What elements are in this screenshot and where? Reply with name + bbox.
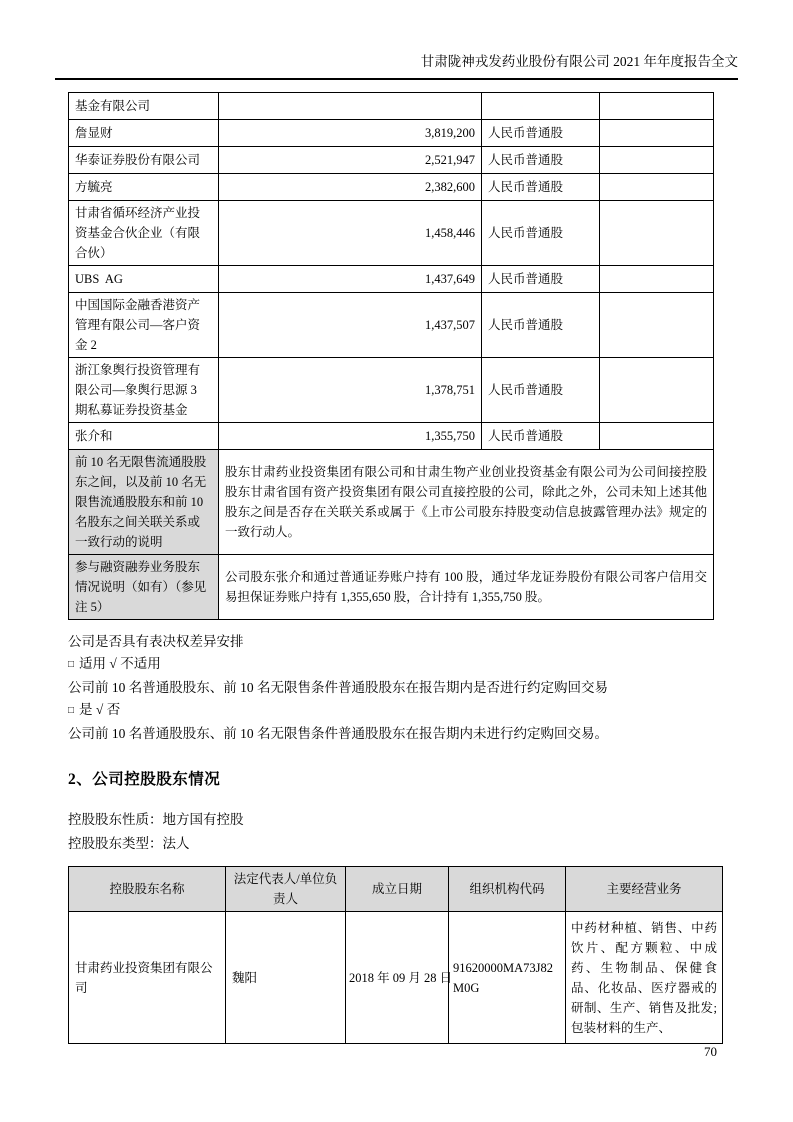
shares-count-cell xyxy=(219,93,482,120)
remark-cell xyxy=(600,423,714,450)
table-row xyxy=(69,147,714,174)
checkbox-icon: □ xyxy=(68,705,75,716)
table-row xyxy=(69,174,714,201)
remark-cell xyxy=(600,174,714,201)
remark-cell xyxy=(600,201,714,266)
page-number: 70 xyxy=(704,1044,717,1059)
shareholder-name-cell: 詹显财 xyxy=(69,120,219,147)
share-class-cell: 人民币普通股 xyxy=(482,266,600,293)
table-row xyxy=(69,120,714,147)
share-class-cell: 人民币普通股 xyxy=(482,358,600,423)
related-party-note-label: 前 10 名无限售流通股股东之间，以及前 10 名无限售流通股股东和前 10 名股东之间关联关系或一致行动的说明 xyxy=(69,450,219,555)
establish-date: 2018 年 09 月 28 日 xyxy=(346,912,449,1044)
share-class-cell: 人民币普通股 xyxy=(482,201,600,266)
table-row xyxy=(69,358,714,423)
repurchase-answer xyxy=(68,702,738,720)
section-heading: 2、公司控股股东情况 xyxy=(68,771,221,788)
margin-trading-note-text: 公司股东张介和通过普通证券账户持有 100 股，通过华龙证券股份有限公司客户信用交易担保证券账户持有 1,355,650 股，合计持有 1,355,750 股。 xyxy=(219,555,714,620)
remark-cell xyxy=(600,93,714,120)
remark-cell xyxy=(600,266,714,293)
legal-representative: 魏阳 xyxy=(226,912,346,1044)
share-class-cell: 人民币普通股 xyxy=(482,423,600,450)
table-row xyxy=(69,201,714,266)
shares-count-cell: 3,819,200 xyxy=(219,120,482,147)
share-class-cell xyxy=(482,93,600,120)
controlling-shareholder-type: 控股股东类型：法人 xyxy=(68,836,190,851)
shareholder-name-cell: 中国国际金融香港资产管理有限公司—客户资金 2 xyxy=(69,293,219,358)
voting-rights-question: 公司是否具有表决权差异安排 xyxy=(68,634,244,649)
remark-cell xyxy=(600,358,714,423)
shares-count-cell: 1,437,649 xyxy=(219,266,482,293)
shares-count-cell: 2,521,947 xyxy=(219,147,482,174)
voting-answer-text: 适用 √ 不适用 xyxy=(79,656,161,671)
table-row xyxy=(69,423,714,450)
header-org-code: 组织机构代码 xyxy=(449,867,566,912)
controlling-shareholder-name: 甘肃药业投资集团有限公司 xyxy=(69,912,226,1044)
share-class-cell: 人民币普通股 xyxy=(482,174,600,201)
page-content xyxy=(55,92,738,1044)
remark-cell xyxy=(600,147,714,174)
header-shareholder-name: 控股股东名称 xyxy=(69,867,226,912)
controlling-shareholder-table xyxy=(68,866,723,1044)
share-class-cell: 人民币普通股 xyxy=(482,120,600,147)
share-class-cell: 人民币普通股 xyxy=(482,293,600,358)
table-row xyxy=(69,912,723,1044)
top-shareholders-table xyxy=(68,92,714,620)
table-header-row xyxy=(69,867,723,912)
shareholder-name-cell: 方毓亮 xyxy=(69,174,219,201)
shareholder-name-cell: 张介和 xyxy=(69,423,219,450)
remark-cell xyxy=(600,293,714,358)
shareholder-name-cell: 甘肃省循环经济产业投资基金合伙企业（有限合伙） xyxy=(69,201,219,266)
shareholder-name-cell: 华泰证券股份有限公司 xyxy=(69,147,219,174)
shares-count-cell: 2,382,600 xyxy=(219,174,482,201)
table-row xyxy=(69,266,714,293)
controlling-shareholder-nature: 控股股东性质：地方国有控股 xyxy=(68,812,244,827)
table-row xyxy=(69,450,714,555)
checkbox-icon: □ xyxy=(68,659,75,670)
remark-cell xyxy=(600,120,714,147)
repurchase-question: 公司前 10 名普通股股东、前 10 名无限售条件普通股股东在报告期内是否进行约定购回交易 xyxy=(68,680,608,695)
shareholder-name-cell: 浙江象舆行投资管理有限公司—象舆行思源 3 期私募证券投资基金 xyxy=(69,358,219,423)
table-row xyxy=(69,93,714,120)
voting-rights-answer xyxy=(68,656,738,674)
repurchase-answer-text: 是 √ 否 xyxy=(79,702,121,717)
page-header xyxy=(55,52,738,80)
shares-count-cell: 1,437,507 xyxy=(219,293,482,358)
margin-trading-note-label: 参与融资融券业务股东情况说明（如有）（参见注 5） xyxy=(69,555,219,620)
org-code: 91620000MA73J82M0G xyxy=(449,912,566,1044)
shareholder-name-cell: 基金有限公司 xyxy=(69,93,219,120)
repurchase-statement: 公司前 10 名普通股股东、前 10 名无限售条件普通股股东在报告期内未进行约定购回交易。 xyxy=(68,726,608,741)
table-row xyxy=(69,555,714,620)
shareholder-name-cell: UBS AG xyxy=(69,266,219,293)
shares-count-cell: 1,458,446 xyxy=(219,201,482,266)
shares-count-cell: 1,378,751 xyxy=(219,358,482,423)
report-title: 甘肃陇神戎发药业股份有限公司 2021 年年度报告全文 xyxy=(420,54,738,69)
share-class-cell: 人民币普通股 xyxy=(482,147,600,174)
main-business: 中药材种植、销售、中药饮片、配方颗粒、中成药、生物制品、保健食品、化妆品、医疗器戒的研制、生产、销售及批发;包装材料的生产、 xyxy=(566,912,723,1044)
header-legal-representative: 法定代表人/单位负责人 xyxy=(226,867,346,912)
table-row xyxy=(69,293,714,358)
header-main-business: 主要经营业务 xyxy=(566,867,723,912)
related-party-note-text: 股东甘肃药业投资集团有限公司和甘肃生物产业创业投资基金有限公司为公司间接控股股东甘肃省国有资产投资集团有限公司直接控股的公司，除此之外，公司未知上述其他股东之间是否存在关联关系或属于《上市公司股东持股变动信息披露管理办法》规定的一致行动人。 xyxy=(219,450,714,555)
shares-count-cell: 1,355,750 xyxy=(219,423,482,450)
header-establish-date: 成立日期 xyxy=(346,867,449,912)
